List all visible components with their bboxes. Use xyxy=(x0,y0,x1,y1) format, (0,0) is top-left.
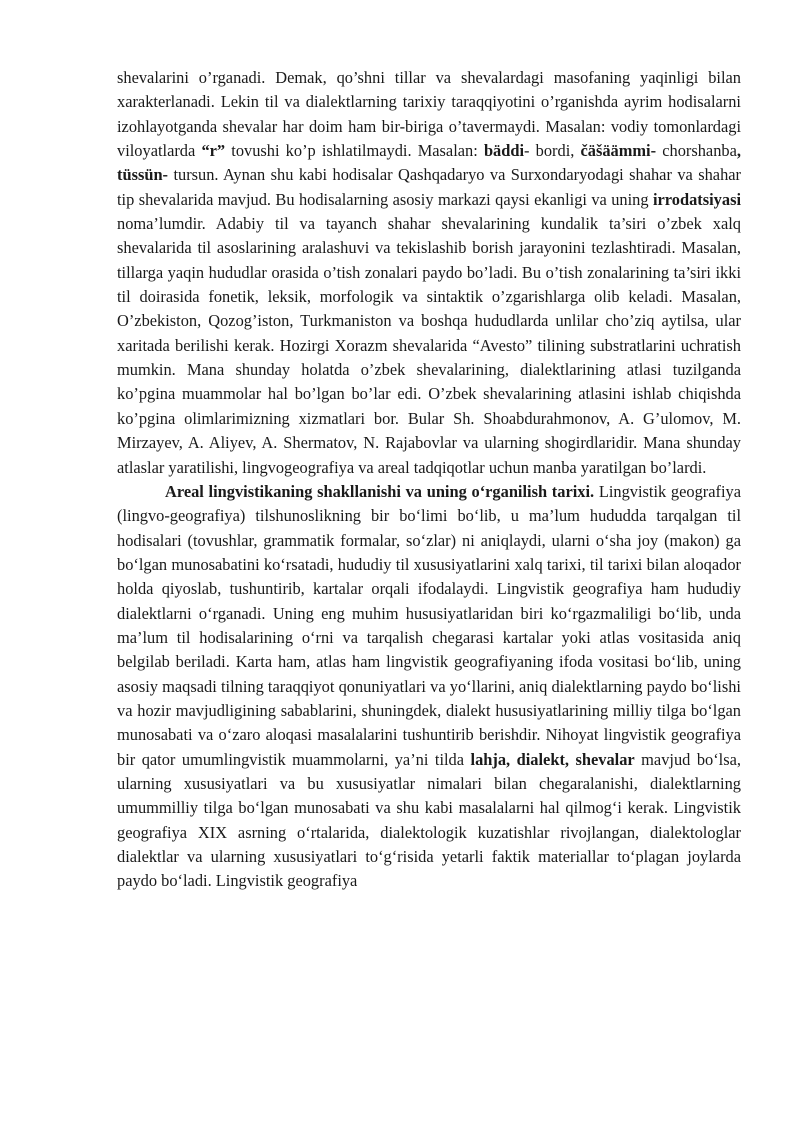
text-run-bold: “r” xyxy=(201,141,226,161)
text-run-bold: , tüssün- xyxy=(117,141,741,185)
text-run-bold: irrodatsiyasi xyxy=(652,189,741,209)
text-run: shevalarini o’rganadi. Demak, qo’shni tillar va shevalardagi masofaning yaqinligi bilan xarakterlanadi. Lekin til va dialektlarning tarixiy taraqqiyotini o’rganishda ayrim hodisalarni izohlayotganda shevalar har doim ham bir-biriga o’tavermaydi. Masalan: vodiy tomonlardagi viloyatlarda xyxy=(117,68,741,161)
text-run-bold: lahja, dialekt, shevalar xyxy=(470,749,635,769)
text-run: tursun. Aynan shu kabi hodisalar Qashqadaryo va Surxondaryodagi shahar va shahar tip shevalarida mavjud. Bu hodisalarning asosiy markazi qaysi ekanligi va uning xyxy=(117,165,741,209)
text-run: noma’lumdir. Adabiy til va tayanch shahar shevalarining kundalik ta’siri o’zbek xalq shevalarida til asoslarining aralashuvi va tekislashib borish jarayonini tezlashtiradi. Masalan, tillarga yaqin hududlar orasida o’tish zonalari paydo bo’ladi. Bu o’tish zonalarining ta’siri ikki til doirasida fonetik, leksik, morfologik va sintaktik o’zgarishlarga olib keladi. Masalan, O’zbekiston, Qozog’iston, Turkmaniston va boshqa hududlarda unlilar cho’ziq aytilsa, ular xaritada berilishi kerak. Hozirgi Xorazm shevalarida “Avesto” tilining substratlarini uchratish mumkin. Mana shunday holatda o’zbek shevalarining, dialektlarining atlasi tuzilganda ko’pgina muammolar hal bo’lgan bo’lar edi. O’zbek shevalarining atlasini ishlab chiqishda ko’pgina olimlarimizning xizmatlari bor. Bular Sh. Shoabdurahmonov, A. G’ulomov, M. Mirzayev, A. Aliyev, A. Shermatov, N. Rajabovlar va ularning shogirdlaridir. Mana shunday atlaslar yaratilishi, lingvogeografiya va areal tadqiqotlar uchun manba yaratilgan bo’lardi. xyxy=(117,214,741,477)
text-run: mavjud bo‘lsa, ularning xususiyatlari va bu xususiyatlar nimalari bilan chegaralanishi, dialektlarning umummilliy tilga bo‘lgan munosabati va shu kabi masalalarni hal qilmog‘i kerak. Lingvistik geografiya XIX asrning o‘rtalarida, dialektologik kuzatishlar rivojlangan, dialektologlar dialektlar va ularning xususiyatlari to‘g‘risida yetarli faktik materiallar to‘plagan joylarda paydo bo‘ladi. Lingvistik geografiya xyxy=(117,749,741,891)
text-run-bold: čäšäämmi- xyxy=(580,141,657,161)
text-run: - bordi, xyxy=(524,141,581,161)
paragraph-dialect-atlas xyxy=(117,66,741,480)
document-page xyxy=(117,66,741,894)
paragraph-areal-linguistics xyxy=(117,480,741,894)
text-run: chorshanba xyxy=(656,141,737,161)
section-heading: Areal lingvistikaning shakllanishi va uning o‘rganilish tarixi. xyxy=(165,481,595,501)
text-run: tovushi ko’p ishlatilmaydi. Masalan: xyxy=(225,141,484,161)
text-run-bold: bäddi xyxy=(483,141,525,161)
text-run: Lingvistik geografiya (lingvo-geografiya) tilshunoslikning bir bo‘limi bo‘lib, u ma’lum hududda tarqalgan til hodisalari (tovushlar, grammatik formalar, so‘zlar) ni aniqlaydi, ularni o‘sha joy (makon) ga bo‘lgan munosabatini ko‘rsatadi, hududiy til xususiyatlarini xalq tarixi, til tarixi bilan aloqador holda qiyoslab, tushuntirib, kartalar orqali ifodalaydi. Lingvistik geografiya ham hududiy dialektlarni o‘rganadi. Uning eng muhim hususiyatlaridan biri ko‘rgazmaliligi bo‘lib, unda ma’lum til hodisalarining o‘rni va tarqalish chegarasi kartalar yoki atlas vositasida aniq belgilab beriladi. Karta ham, atlas ham lingvistik geografiyaning ifoda vositasi bo‘lib, uning asosiy maqsadi tilning taraqqiyot qonuniyatlari va yo‘llarini, aniq dialektlarning paydo bo‘lishi va hozir mavjudligining sabablarini, shuningdek, dialekt hususiyatlarining milliy tilga bo‘lgan munosabati va o‘zaro aloqasi masalalarini tushuntirib berishdir. Nihoyat lingvistik geografiya bir qator umumlingvistik muammolarni, ya’ni tilda xyxy=(117,481,741,769)
